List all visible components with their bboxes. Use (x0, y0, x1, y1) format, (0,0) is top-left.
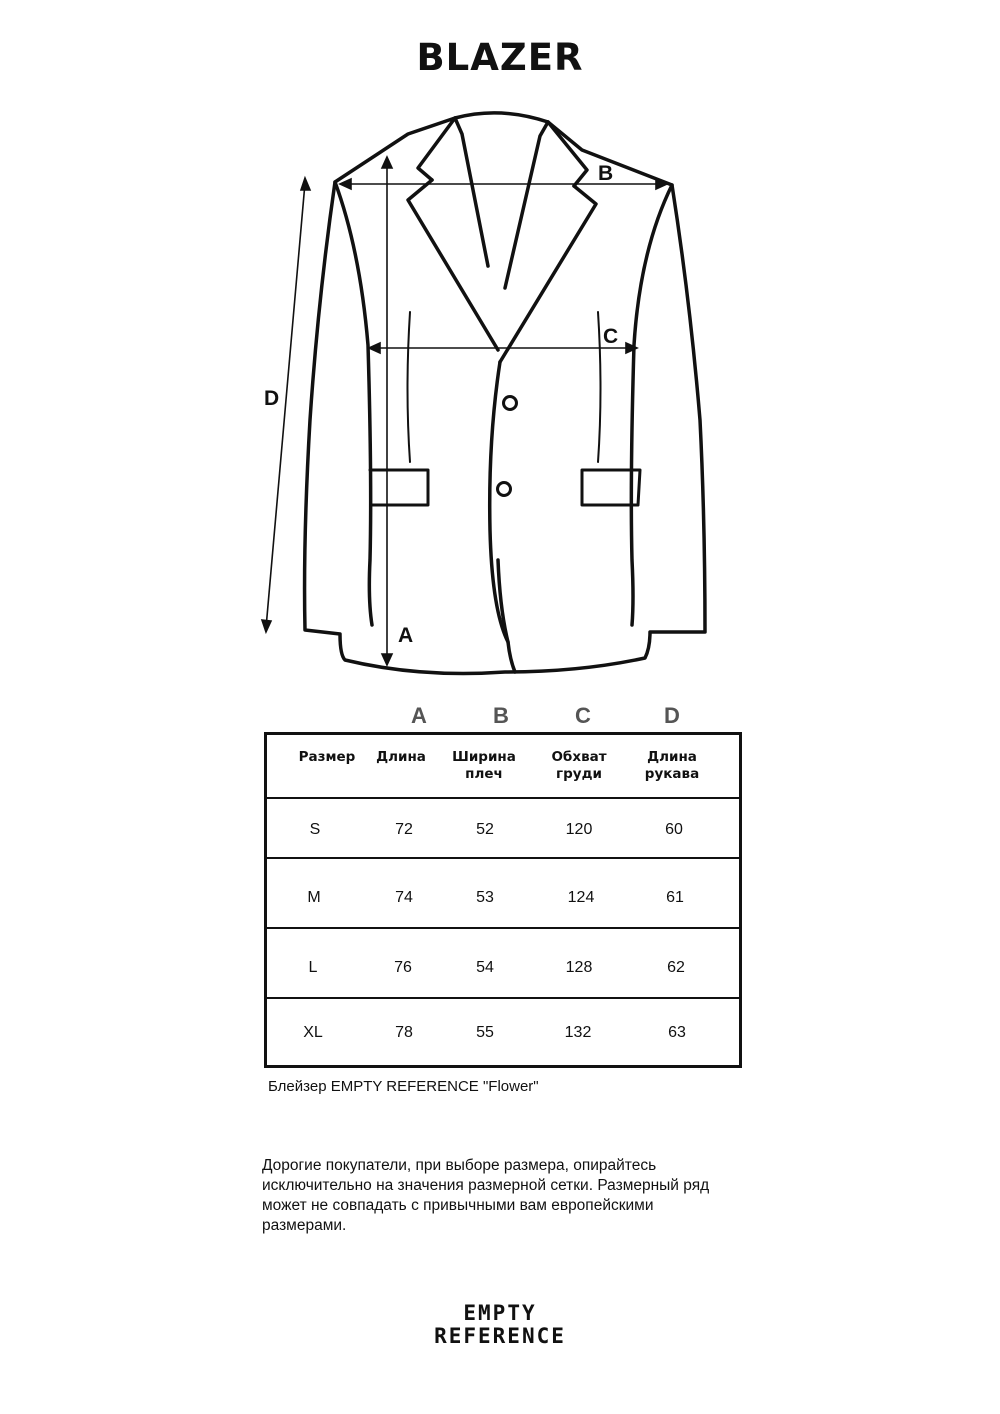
cell-size: L (308, 959, 318, 976)
column-letter-a: A (411, 703, 427, 728)
cell-chest: 124 (567, 889, 595, 906)
header-length: Длина (376, 749, 426, 765)
cell-shoulder: 52 (476, 821, 494, 838)
cell-size: XL (303, 1024, 323, 1041)
cell-length: 76 (394, 959, 412, 976)
cell-length: 78 (395, 1024, 413, 1041)
size-table (264, 732, 742, 1068)
row-divider (267, 797, 739, 799)
product-caption: Блейзер EMPTY REFERENCE "Flower" (268, 1078, 539, 1095)
header-shoulder: Ширина плеч (452, 749, 516, 782)
header-size: Размер (298, 749, 356, 765)
right-collar (548, 122, 587, 186)
cell-chest: 132 (564, 1024, 592, 1041)
cell-sleeve: 61 (666, 889, 684, 906)
left-sleeve-seam (335, 182, 372, 625)
cell-length: 72 (395, 821, 413, 838)
column-letter-d: D (664, 703, 680, 728)
blazer-outline (305, 113, 705, 674)
column-letter-c: C (575, 703, 591, 728)
row-divider (267, 997, 739, 999)
cell-chest: 120 (565, 821, 593, 838)
button-top (504, 397, 517, 410)
brand-line-1: EMPTY (463, 1301, 537, 1325)
cell-sleeve: 63 (668, 1024, 686, 1041)
cell-shoulder: 53 (476, 889, 494, 906)
brand-logo (0, 1302, 1000, 1348)
button-bottom (498, 483, 511, 496)
row-divider (267, 857, 739, 859)
header-sleeve: Длина рукава (644, 749, 700, 782)
size-advice-note: Дорогие покупатели, при выборе размера, опирайтесь исключительно на значения размерной сетки. Размерный ряд может не совпадать с привычными вам европейскими размерами. (262, 1157, 710, 1234)
label-d: D (264, 387, 280, 410)
page-title: BLAZER (416, 36, 584, 79)
brand-line-2: REFERENCE (434, 1324, 566, 1348)
left-pocket (370, 470, 428, 505)
right-lapel (500, 186, 596, 362)
row-divider (267, 927, 739, 929)
cell-sleeve: 60 (665, 821, 683, 838)
header-chest: Обхват груди (551, 749, 607, 782)
cell-size: M (307, 889, 321, 906)
back-neck (455, 118, 488, 266)
label-a: A (398, 624, 414, 647)
cell-chest: 128 (565, 959, 593, 976)
cell-size: S (309, 821, 321, 838)
cell-shoulder: 54 (476, 959, 494, 976)
cell-length: 74 (395, 889, 413, 906)
label-c: C (603, 325, 619, 348)
cell-shoulder: 55 (476, 1024, 494, 1041)
cell-sleeve: 62 (667, 959, 685, 976)
label-b: B (598, 162, 614, 185)
column-letter-b: B (493, 703, 509, 728)
blazer-diagram (250, 100, 710, 690)
left-lapel (408, 180, 498, 350)
right-sleeve-seam (631, 185, 672, 625)
